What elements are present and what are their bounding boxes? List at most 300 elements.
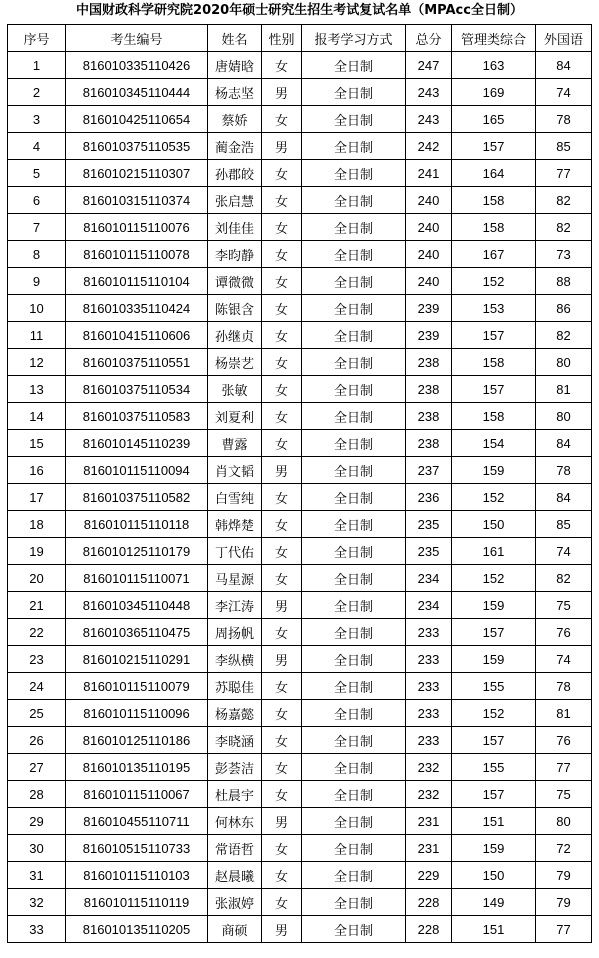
cell-gender: 女 (262, 376, 302, 403)
cell-study-mode: 全日制 (302, 727, 406, 754)
cell-name: 韩烨楚 (208, 511, 262, 538)
cell-name: 杨崇艺 (208, 349, 262, 376)
cell-foreign-language-score: 79 (536, 862, 592, 889)
cell-gender: 女 (262, 241, 302, 268)
cell-foreign-language-score: 77 (536, 160, 592, 187)
cell-study-mode: 全日制 (302, 349, 406, 376)
cell-no: 30 (8, 835, 66, 862)
cell-no: 19 (8, 538, 66, 565)
cell-study-mode: 全日制 (302, 430, 406, 457)
cell-foreign-language-score: 72 (536, 835, 592, 862)
cell-study-mode: 全日制 (302, 133, 406, 160)
cell-no: 14 (8, 403, 66, 430)
cell-foreign-language-score: 84 (536, 484, 592, 511)
cell-no: 21 (8, 592, 66, 619)
cell-management-score: 154 (452, 430, 536, 457)
cell-study-mode: 全日制 (302, 781, 406, 808)
header-cell: 外国语 (536, 25, 592, 52)
cell-management-score: 157 (452, 133, 536, 160)
cell-gender: 女 (262, 700, 302, 727)
cell-no: 15 (8, 430, 66, 457)
cell-candidate-id: 816010425110654 (66, 106, 208, 133)
cell-no: 2 (8, 79, 66, 106)
cell-management-score: 159 (452, 592, 536, 619)
table-row (8, 403, 592, 430)
cell-name: 白雪纯 (208, 484, 262, 511)
cell-study-mode: 全日制 (302, 862, 406, 889)
cell-candidate-id: 816010375110551 (66, 349, 208, 376)
cell-total-score: 238 (406, 349, 452, 376)
cell-gender: 女 (262, 889, 302, 916)
cell-name: 常语哲 (208, 835, 262, 862)
table-row (8, 376, 592, 403)
cell-candidate-id: 816010125110186 (66, 727, 208, 754)
cell-name: 李昀静 (208, 241, 262, 268)
table-row (8, 268, 592, 295)
cell-study-mode: 全日制 (302, 484, 406, 511)
cell-total-score: 243 (406, 79, 452, 106)
cell-foreign-language-score: 77 (536, 916, 592, 943)
cell-name: 李纵横 (208, 646, 262, 673)
table-row (8, 673, 592, 700)
cell-gender: 女 (262, 835, 302, 862)
cell-management-score: 157 (452, 781, 536, 808)
table-row (8, 52, 592, 79)
cell-total-score: 228 (406, 916, 452, 943)
cell-gender: 男 (262, 457, 302, 484)
cell-foreign-language-score: 78 (536, 673, 592, 700)
cell-management-score: 152 (452, 700, 536, 727)
cell-total-score: 234 (406, 565, 452, 592)
header-cell: 性别 (262, 25, 302, 52)
cell-candidate-id: 816010115110079 (66, 673, 208, 700)
cell-no: 32 (8, 889, 66, 916)
cell-candidate-id: 816010135110205 (66, 916, 208, 943)
cell-study-mode: 全日制 (302, 889, 406, 916)
cell-candidate-id: 816010115110119 (66, 889, 208, 916)
cell-study-mode: 全日制 (302, 106, 406, 133)
cell-gender: 女 (262, 619, 302, 646)
cell-management-score: 167 (452, 241, 536, 268)
cell-candidate-id: 816010455110711 (66, 808, 208, 835)
cell-name: 谭微微 (208, 268, 262, 295)
cell-management-score: 158 (452, 214, 536, 241)
cell-study-mode: 全日制 (302, 538, 406, 565)
table-row (8, 727, 592, 754)
cell-gender: 女 (262, 565, 302, 592)
cell-foreign-language-score: 81 (536, 376, 592, 403)
table-row (8, 79, 592, 106)
cell-no: 25 (8, 700, 66, 727)
cell-management-score: 149 (452, 889, 536, 916)
cell-foreign-language-score: 80 (536, 403, 592, 430)
cell-gender: 女 (262, 754, 302, 781)
cell-foreign-language-score: 84 (536, 52, 592, 79)
cell-foreign-language-score: 78 (536, 457, 592, 484)
cell-foreign-language-score: 74 (536, 538, 592, 565)
cell-management-score: 163 (452, 52, 536, 79)
candidate-table (7, 24, 592, 943)
cell-foreign-language-score: 79 (536, 889, 592, 916)
cell-candidate-id: 816010215110291 (66, 646, 208, 673)
cell-candidate-id: 816010115110071 (66, 565, 208, 592)
cell-gender: 女 (262, 52, 302, 79)
table-row (8, 457, 592, 484)
cell-gender: 女 (262, 268, 302, 295)
cell-management-score: 151 (452, 808, 536, 835)
cell-no: 13 (8, 376, 66, 403)
header-cell: 姓名 (208, 25, 262, 52)
cell-total-score: 231 (406, 835, 452, 862)
cell-candidate-id: 816010135110195 (66, 754, 208, 781)
cell-total-score: 238 (406, 430, 452, 457)
cell-name: 苏聪佳 (208, 673, 262, 700)
table-row (8, 160, 592, 187)
cell-study-mode: 全日制 (302, 916, 406, 943)
cell-foreign-language-score: 82 (536, 187, 592, 214)
cell-foreign-language-score: 81 (536, 700, 592, 727)
cell-total-score: 240 (406, 268, 452, 295)
table-row (8, 322, 592, 349)
cell-total-score: 238 (406, 376, 452, 403)
cell-candidate-id: 816010415110606 (66, 322, 208, 349)
table-row (8, 835, 592, 862)
cell-total-score: 239 (406, 322, 452, 349)
cell-foreign-language-score: 80 (536, 349, 592, 376)
cell-study-mode: 全日制 (302, 79, 406, 106)
cell-gender: 女 (262, 349, 302, 376)
document-title: 中国财政科学研究院2020年硕士研究生招生考试复试名单（MPAcc全日制） (76, 3, 523, 18)
cell-management-score: 158 (452, 403, 536, 430)
table-row (8, 349, 592, 376)
cell-total-score: 232 (406, 781, 452, 808)
header-cell: 序号 (8, 25, 66, 52)
cell-management-score: 158 (452, 349, 536, 376)
cell-management-score: 161 (452, 538, 536, 565)
cell-candidate-id: 816010375110582 (66, 484, 208, 511)
cell-study-mode: 全日制 (302, 619, 406, 646)
cell-management-score: 152 (452, 484, 536, 511)
table-header-row (8, 25, 592, 52)
cell-study-mode: 全日制 (302, 754, 406, 781)
cell-management-score: 159 (452, 646, 536, 673)
cell-no: 20 (8, 565, 66, 592)
cell-total-score: 241 (406, 160, 452, 187)
cell-candidate-id: 816010115110096 (66, 700, 208, 727)
cell-total-score: 240 (406, 214, 452, 241)
cell-no: 9 (8, 268, 66, 295)
cell-gender: 女 (262, 862, 302, 889)
cell-foreign-language-score: 73 (536, 241, 592, 268)
cell-candidate-id: 816010115110103 (66, 862, 208, 889)
cell-total-score: 235 (406, 511, 452, 538)
cell-candidate-id: 816010515110733 (66, 835, 208, 862)
cell-total-score: 238 (406, 403, 452, 430)
cell-gender: 女 (262, 484, 302, 511)
cell-name: 马星源 (208, 565, 262, 592)
cell-management-score: 155 (452, 754, 536, 781)
cell-foreign-language-score: 77 (536, 754, 592, 781)
cell-candidate-id: 816010125110179 (66, 538, 208, 565)
cell-name: 张启慧 (208, 187, 262, 214)
table-body (8, 52, 592, 943)
cell-management-score: 150 (452, 511, 536, 538)
cell-foreign-language-score: 74 (536, 646, 592, 673)
table-row (8, 106, 592, 133)
cell-total-score: 239 (406, 295, 452, 322)
cell-name: 丁代佑 (208, 538, 262, 565)
cell-name: 彭荟洁 (208, 754, 262, 781)
cell-gender: 女 (262, 781, 302, 808)
cell-total-score: 236 (406, 484, 452, 511)
cell-foreign-language-score: 85 (536, 133, 592, 160)
cell-management-score: 159 (452, 835, 536, 862)
cell-candidate-id: 816010375110583 (66, 403, 208, 430)
cell-study-mode: 全日制 (302, 565, 406, 592)
cell-no: 11 (8, 322, 66, 349)
table-row (8, 862, 592, 889)
cell-name: 李江涛 (208, 592, 262, 619)
cell-foreign-language-score: 85 (536, 511, 592, 538)
header-cell: 总分 (406, 25, 452, 52)
cell-no: 3 (8, 106, 66, 133)
cell-no: 24 (8, 673, 66, 700)
cell-name: 刘夏利 (208, 403, 262, 430)
cell-management-score: 157 (452, 727, 536, 754)
cell-name: 蔡娇 (208, 106, 262, 133)
cell-study-mode: 全日制 (302, 268, 406, 295)
cell-candidate-id: 816010115110067 (66, 781, 208, 808)
cell-candidate-id: 816010145110239 (66, 430, 208, 457)
cell-name: 唐婧晗 (208, 52, 262, 79)
cell-total-score: 233 (406, 700, 452, 727)
cell-no: 7 (8, 214, 66, 241)
cell-total-score: 240 (406, 241, 452, 268)
cell-gender: 男 (262, 133, 302, 160)
cell-no: 28 (8, 781, 66, 808)
cell-management-score: 157 (452, 376, 536, 403)
cell-candidate-id: 816010315110374 (66, 187, 208, 214)
cell-candidate-id: 816010335110424 (66, 295, 208, 322)
table-row (8, 187, 592, 214)
cell-candidate-id: 816010215110307 (66, 160, 208, 187)
cell-study-mode: 全日制 (302, 673, 406, 700)
cell-candidate-id: 816010115110094 (66, 457, 208, 484)
cell-total-score: 237 (406, 457, 452, 484)
cell-no: 17 (8, 484, 66, 511)
cell-management-score: 152 (452, 565, 536, 592)
cell-foreign-language-score: 82 (536, 322, 592, 349)
cell-total-score: 228 (406, 889, 452, 916)
cell-no: 8 (8, 241, 66, 268)
cell-gender: 女 (262, 106, 302, 133)
cell-candidate-id: 816010345110448 (66, 592, 208, 619)
cell-foreign-language-score: 88 (536, 268, 592, 295)
table-row (8, 430, 592, 457)
table-row (8, 592, 592, 619)
cell-study-mode: 全日制 (302, 457, 406, 484)
cell-gender: 女 (262, 511, 302, 538)
cell-gender: 女 (262, 295, 302, 322)
cell-name: 肖文韬 (208, 457, 262, 484)
cell-total-score: 233 (406, 727, 452, 754)
cell-study-mode: 全日制 (302, 403, 406, 430)
cell-total-score: 240 (406, 187, 452, 214)
cell-candidate-id: 816010115110104 (66, 268, 208, 295)
cell-total-score: 234 (406, 592, 452, 619)
cell-name: 李晓涵 (208, 727, 262, 754)
table-row (8, 565, 592, 592)
cell-no: 31 (8, 862, 66, 889)
cell-candidate-id: 816010115110118 (66, 511, 208, 538)
cell-foreign-language-score: 76 (536, 727, 592, 754)
cell-gender: 女 (262, 160, 302, 187)
header-cell: 管理类综合 (452, 25, 536, 52)
header-cell: 考生编号 (66, 25, 208, 52)
cell-name: 何林东 (208, 808, 262, 835)
cell-gender: 男 (262, 592, 302, 619)
cell-study-mode: 全日制 (302, 52, 406, 79)
cell-name: 陈银含 (208, 295, 262, 322)
table-row (8, 646, 592, 673)
table-row (8, 754, 592, 781)
cell-name: 赵晨曦 (208, 862, 262, 889)
cell-name: 周扬帆 (208, 619, 262, 646)
cell-total-score: 235 (406, 538, 452, 565)
cell-candidate-id: 816010115110078 (66, 241, 208, 268)
cell-name: 杨志坚 (208, 79, 262, 106)
cell-management-score: 153 (452, 295, 536, 322)
table-row (8, 916, 592, 943)
cell-gender: 女 (262, 673, 302, 700)
cell-no: 18 (8, 511, 66, 538)
cell-name: 商硕 (208, 916, 262, 943)
table-row (8, 133, 592, 160)
cell-candidate-id: 816010375110535 (66, 133, 208, 160)
cell-foreign-language-score: 76 (536, 619, 592, 646)
cell-no: 22 (8, 619, 66, 646)
table-row (8, 241, 592, 268)
cell-name: 杜晨宇 (208, 781, 262, 808)
cell-study-mode: 全日制 (302, 835, 406, 862)
cell-study-mode: 全日制 (302, 241, 406, 268)
cell-total-score: 243 (406, 106, 452, 133)
cell-no: 1 (8, 52, 66, 79)
cell-candidate-id: 816010375110534 (66, 376, 208, 403)
cell-study-mode: 全日制 (302, 646, 406, 673)
cell-gender: 男 (262, 79, 302, 106)
cell-gender: 女 (262, 187, 302, 214)
table-row (8, 484, 592, 511)
cell-candidate-id: 816010345110444 (66, 79, 208, 106)
cell-gender: 女 (262, 214, 302, 241)
cell-management-score: 165 (452, 106, 536, 133)
cell-foreign-language-score: 82 (536, 565, 592, 592)
table-row (8, 538, 592, 565)
cell-name: 孙郡皎 (208, 160, 262, 187)
cell-foreign-language-score: 82 (536, 214, 592, 241)
cell-study-mode: 全日制 (302, 376, 406, 403)
cell-no: 27 (8, 754, 66, 781)
cell-study-mode: 全日制 (302, 700, 406, 727)
table-row (8, 700, 592, 727)
cell-gender: 男 (262, 808, 302, 835)
cell-total-score: 247 (406, 52, 452, 79)
cell-gender: 男 (262, 646, 302, 673)
cell-no: 16 (8, 457, 66, 484)
cell-no: 12 (8, 349, 66, 376)
cell-management-score: 158 (452, 187, 536, 214)
cell-foreign-language-score: 74 (536, 79, 592, 106)
cell-study-mode: 全日制 (302, 187, 406, 214)
cell-management-score: 152 (452, 268, 536, 295)
cell-foreign-language-score: 78 (536, 106, 592, 133)
cell-candidate-id: 816010365110475 (66, 619, 208, 646)
cell-management-score: 150 (452, 862, 536, 889)
cell-total-score: 233 (406, 646, 452, 673)
cell-management-score: 157 (452, 322, 536, 349)
cell-name: 曹露 (208, 430, 262, 457)
cell-gender: 女 (262, 403, 302, 430)
cell-management-score: 164 (452, 160, 536, 187)
cell-gender: 女 (262, 322, 302, 349)
cell-study-mode: 全日制 (302, 214, 406, 241)
cell-no: 5 (8, 160, 66, 187)
cell-name: 张淑婷 (208, 889, 262, 916)
cell-candidate-id: 816010115110076 (66, 214, 208, 241)
cell-foreign-language-score: 75 (536, 781, 592, 808)
cell-study-mode: 全日制 (302, 808, 406, 835)
cell-gender: 女 (262, 727, 302, 754)
cell-no: 23 (8, 646, 66, 673)
cell-management-score: 169 (452, 79, 536, 106)
cell-gender: 女 (262, 538, 302, 565)
cell-study-mode: 全日制 (302, 511, 406, 538)
cell-total-score: 232 (406, 754, 452, 781)
cell-no: 4 (8, 133, 66, 160)
table-row (8, 619, 592, 646)
cell-gender: 男 (262, 916, 302, 943)
cell-total-score: 231 (406, 808, 452, 835)
cell-management-score: 157 (452, 619, 536, 646)
cell-management-score: 159 (452, 457, 536, 484)
cell-total-score: 233 (406, 619, 452, 646)
cell-no: 10 (8, 295, 66, 322)
cell-foreign-language-score: 75 (536, 592, 592, 619)
cell-no: 26 (8, 727, 66, 754)
cell-study-mode: 全日制 (302, 295, 406, 322)
table-row (8, 781, 592, 808)
cell-name: 孙继贞 (208, 322, 262, 349)
cell-management-score: 151 (452, 916, 536, 943)
cell-total-score: 233 (406, 673, 452, 700)
cell-no: 33 (8, 916, 66, 943)
cell-name: 蔺金浩 (208, 133, 262, 160)
table-row (8, 295, 592, 322)
cell-study-mode: 全日制 (302, 592, 406, 619)
cell-name: 刘佳佳 (208, 214, 262, 241)
table-row (8, 511, 592, 538)
cell-foreign-language-score: 84 (536, 430, 592, 457)
cell-no: 6 (8, 187, 66, 214)
cell-management-score: 155 (452, 673, 536, 700)
table-row (8, 808, 592, 835)
cell-foreign-language-score: 86 (536, 295, 592, 322)
cell-name: 张敏 (208, 376, 262, 403)
cell-total-score: 229 (406, 862, 452, 889)
cell-no: 29 (8, 808, 66, 835)
table-row (8, 889, 592, 916)
